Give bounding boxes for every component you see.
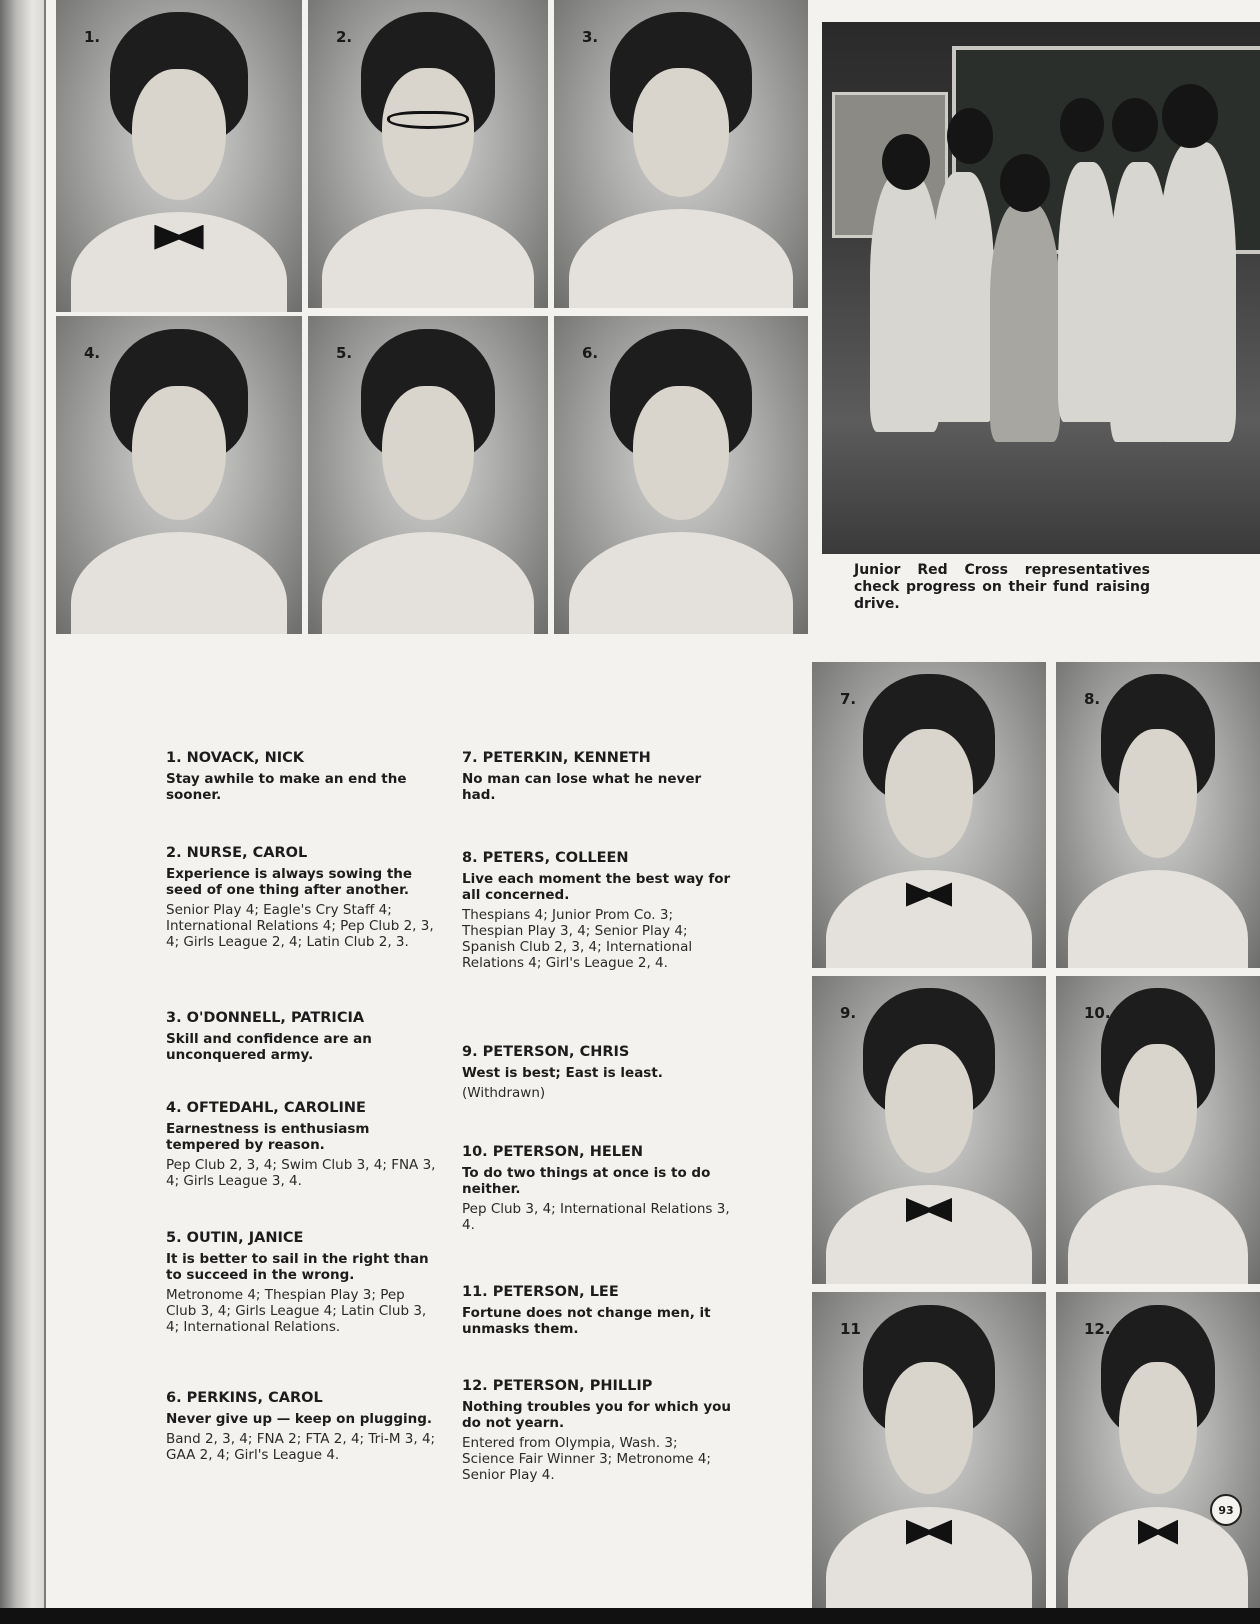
group-person [932,172,994,422]
group-person-head [1112,98,1158,152]
photo-number: 3. [582,28,599,46]
group-person [990,202,1060,442]
portrait-face [132,69,225,200]
photo-number: 10. [1084,1004,1111,1022]
student-activities: Metronome 4; Thespian Play 3; Pep Club 3, 4; Girls League 4; Latin Club 3, 4; International Relations. [166,1287,427,1335]
photo-number: 5. [336,344,353,362]
page-number: 93 [1210,1494,1242,1526]
student-entry [462,750,732,803]
portrait-photo [812,662,1046,968]
photo-number: 6. [582,344,599,362]
student-name: 2. NURSE, CAROL [166,845,308,861]
student-name: 11. PETERSON, LEE [462,1284,619,1300]
student-motto: Fortune does not change men, it unmasks them. [462,1305,711,1337]
student-name: 3. O'DONNELL, PATRICIA [166,1010,365,1026]
student-activities: Band 2, 3, 4; FNA 2; FTA 2, 4; Tri-M 3, 4; GAA 2, 4; Girl's League 4. [166,1431,436,1463]
student-name: 8. PETERS, COLLEEN [462,850,629,866]
student-motto: Nothing troubles you for which you do not yearn. [462,1399,732,1431]
page-binding [0,0,46,1624]
portrait-photo [812,976,1046,1284]
bottom-edge [0,1608,1260,1624]
portrait-photo [56,316,302,634]
portrait-photo [308,0,548,308]
photo-number: 2. [336,28,353,46]
student-entry [462,1044,732,1101]
student-name: 9. PETERSON, CHRIS [462,1044,630,1060]
student-motto: Earnestness is enthusiasm tempered by reason. [166,1121,370,1153]
student-entry [462,1378,732,1483]
student-activities: Senior Play 4; Eagle's Cry Staff 4; International Relations 4; Pep Club 2, 3, 4; Girls League 2, 4; Latin Club 2, 3. [166,902,434,950]
student-entry [166,1100,436,1189]
student-name: 4. OFTEDAHL, CAROLINE [166,1100,366,1116]
portrait-face [633,68,730,197]
group-person-head [882,134,930,190]
photo-number: 1. [84,28,101,46]
portrait-photo [554,316,808,634]
portrait-face [1119,1362,1197,1495]
student-name: 7. PETERKIN, KENNETH [462,750,651,766]
student-entry [166,1230,436,1335]
student-entry [166,845,436,950]
portrait-photo [812,1292,1046,1608]
student-motto: Stay awhile to make an end the sooner. [166,771,407,803]
photo-number: 9. [840,1004,857,1022]
student-name: 5. OUTIN, JANICE [166,1230,304,1246]
student-entry [462,850,732,971]
portrait-face [1119,729,1197,858]
student-motto: Skill and confidence are an unconquered army. [166,1031,372,1063]
portrait-photo [308,316,548,634]
binding-edge [44,0,46,1624]
portrait-photo [1056,976,1260,1284]
student-entry [462,1144,732,1233]
photo-number: 12. [1084,1320,1111,1338]
portrait-photo [1056,662,1260,968]
portrait-face [633,386,730,520]
portrait-photo [56,0,302,312]
portrait-photo [554,0,808,308]
student-name: 6. PERKINS, CAROL [166,1390,323,1406]
group-person-head [1162,84,1218,148]
student-motto: To do two things at once is to do neither. [462,1165,711,1197]
student-motto: It is better to sail in the right than to succeed in the wrong. [166,1251,429,1283]
portrait-face [132,386,225,520]
student-motto: Live each moment the best way for all concerned. [462,871,731,903]
student-motto: Never give up — keep on plugging. [166,1411,433,1427]
student-motto: Experience is always sowing the seed of one thing after another. [166,866,413,898]
portrait-face [885,1044,974,1173]
student-activities: Pep Club 3, 4; International Relations 3, 4. [462,1201,730,1233]
photo-number: 11 [840,1320,861,1338]
group-person [870,172,940,432]
student-activities: Entered from Olympia, Wash. 3; Science Fair Winner 3; Metronome 4; Senior Play 4. [462,1435,711,1483]
student-entry [166,1390,436,1463]
group-person-head [1060,98,1104,152]
group-photo [822,22,1260,554]
student-name: 12. PETERSON, PHILLIP [462,1378,653,1394]
student-name: 1. NOVACK, NICK [166,750,305,766]
portrait-photo [1056,1292,1260,1608]
portrait-face [382,68,473,197]
portrait-face [382,386,473,520]
student-entry [166,750,436,803]
group-person [1158,142,1236,442]
student-activities: Pep Club 2, 3, 4; Swim Club 3, 4; FNA 3, 4; Girls League 3, 4. [166,1157,436,1189]
portrait-face [885,729,974,858]
photo-number: 8. [1084,690,1101,708]
portrait-face [885,1362,974,1495]
student-entry [166,1010,436,1063]
group-person-head [947,108,993,164]
student-name: 10. PETERSON, HELEN [462,1144,644,1160]
student-activities: Thespians 4; Junior Prom Co. 3; Thespian Play 3, 4; Senior Play 4; Spanish Club 2, 3, 4; International Relations 4; Girl's League 2, 4. [462,907,693,971]
group-person-head [1000,154,1050,212]
group-person [1058,162,1116,422]
student-motto: No man can lose what he never had. [462,771,702,803]
portrait-face [1119,1044,1197,1173]
student-activities: (Withdrawn) [462,1085,546,1101]
student-entry [462,1284,732,1337]
student-motto: West is best; East is least. [462,1065,663,1081]
photo-caption: Junior Red Cross representatives check progress on their fund raising drive. [854,562,1150,612]
photo-number: 4. [84,344,101,362]
photo-number: 7. [840,690,857,708]
